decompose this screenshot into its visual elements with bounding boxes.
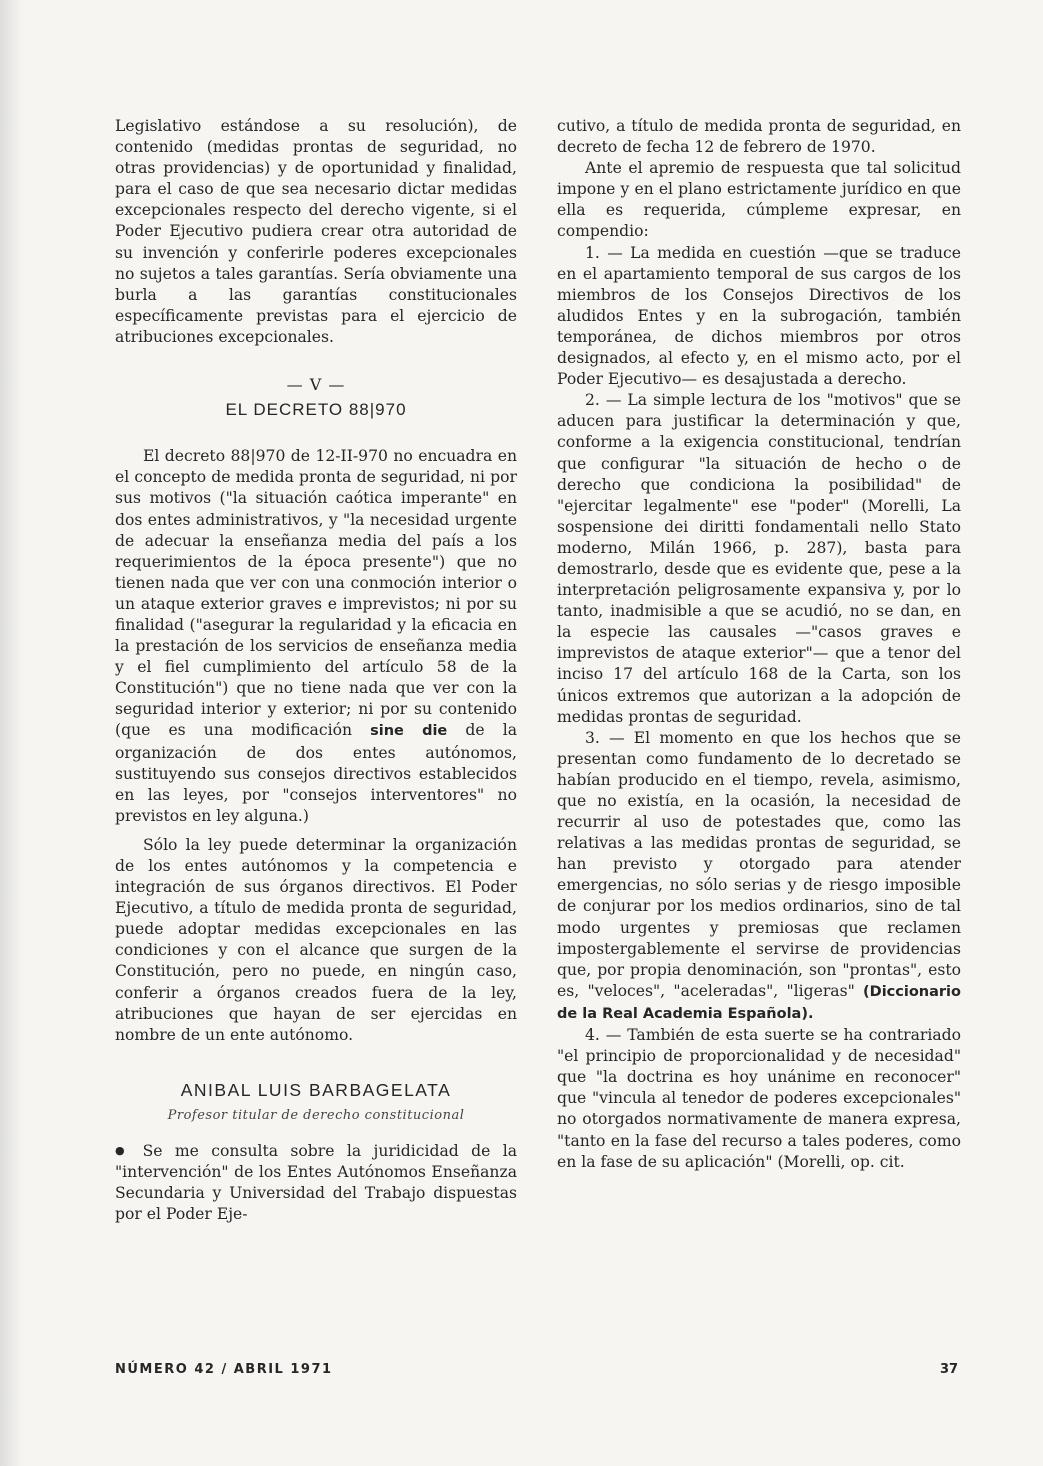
footer-page-number: 37 bbox=[940, 1362, 959, 1377]
left-paragraph-4 bbox=[115, 1140, 517, 1225]
left-column bbox=[115, 116, 517, 1225]
author-name: ANIBAL LUIS BARBAGELATA bbox=[180, 1079, 452, 1100]
page-edge-shadow bbox=[0, 0, 22, 1466]
footer-issue: NÚMERO 42 / ABRIL 1971 bbox=[115, 1362, 333, 1377]
right-paragraph-6: 4. — También de esta suerte se ha contrariado "el principio de proporcionalidad y de necesidad" que "la doctrina es hoy unánime en reconocer" que "vincula al tenedor de poderes excepcionales" no otorgados normativamente de manera expresa, "tanto en la fase del recurso a tales poderes, como en la fase de su aplicación" (Morelli, op. cit. bbox=[557, 1026, 961, 1171]
right-paragraph-5 bbox=[557, 728, 961, 1025]
right-paragraph-4: 2. — La simple lectura de los "motivos" que se aducen para justificar la determinación y que, conforme a la exigencia constitucional, tendrían que configurar "la situación de hecho o de derecho que condiciona la posibilidad" de "ejercitar legalmente" ese "poder" (Morelli, La sospensione dei diritti fondamentali nello Stato moderno, Milán 1966, p. 287), basta para demostrarlo, desde que es evidente que, pese a la interpretación peligrosamente expansiva y, por lo tanto, inadmisible a que se acudió, no se dan, en la especie las causales —"casos graves e imprevistos de ataque exterior"— que a tenor del inciso 17 del artículo 168 de la Carta, son los únicos extremos que autorizan a la adopción de medidas prontas de seguridad. bbox=[557, 391, 961, 726]
right-paragraph-1: cutivo, a título de medida pronta de seguridad, en decreto de fecha 12 de febrero de 1970. bbox=[557, 117, 961, 157]
right-paragraph-2: Ante el apremio de respuesta que tal solicitud impone y en el plano estrictamente jurídico en que ella es requerida, cúmpleme expresar, en compendio: bbox=[557, 159, 961, 241]
left-paragraph-4-text: Se me consulta sobre la juridicidad de la "intervención" de los Entes Autónomos Enseñanza Secundaria y Universidad del Trabajo dispuestas por el Poder Eje- bbox=[115, 1142, 517, 1224]
section-number: — V — bbox=[286, 375, 346, 395]
right-paragraph-3: 1. — La medida en cuestión —que se traduce en el apartamiento temporal de sus cargos de los miembros de los Consejos Directivos de los aludidos Entes y en la subrogación, también temporánea, de dichos miembros por otros designados, al efecto y, en el mismo acto, por el Poder Ejecutivo— es desajustada a derecho. bbox=[557, 243, 961, 389]
right-column bbox=[557, 116, 961, 1173]
author-role: Profesor titular de derecho constitucional bbox=[167, 1107, 465, 1123]
left-paragraph-3: Sólo la ley puede determinar la organización de los entes autónomos y la competencia e integración de sus órganos directivos. El Poder Ejecutivo, a título de medida pronta de seguridad, puede adoptar medidas excepcionales en las condiciones y con el alcance que surgen de la Constitución, pero no puede, en ningún caso, conferir a órganos creados fuera de la ley, atribuciones que hayan de ser ejercidas en nombre de un ente autónomo. bbox=[115, 835, 517, 1044]
left-paragraph-2-part-b: de la organización de dos entes autónomos, sustituyendo sus consejos directivos establecidos en las leyes, por "consejos interventores" no previstos en ley alguna.) bbox=[115, 721, 517, 825]
left-paragraph-2-part-a: El decreto 88|970 de 12-II-970 no encuadra en el concepto de medida pronta de seguridad, ni por sus motivos ("la situación caótica imperante" en dos entes administrativos, y "la necesidad urgente de adecuar la enseñanza media del país a los requerimientos de la época presente") que no tienen nada que ver con una conmoción interior o un ataque exterior graves e imprevistos; ni por su finalidad ("asegurar la regularidad y la eficacia en la prestación de los servicios de enseñanza media y el fiel cumplimiento del artículo 58 de la Constitución") que no tiene nada que ver con la seguridad interior y exterior; ni por su contenido (que es una modificación bbox=[115, 447, 517, 740]
right-paragraph-5-bold: (Diccionario de la Real Academia Española). bbox=[557, 983, 961, 1022]
right-paragraph-5-text: 3. — El momento en que los hechos que se presentan como fundamento de lo decretado se habían producido en el tiempo, revela, asimismo, que no existía, en la ocasión, la necesidad de recurrir al uso de potestades que, como las relativas a las medidas prontas de seguridad, se han previsto y otorgado para atender emergencias, no sólo serias y de riesgo imposible de conjurar por los medios ordinarios, sino de tal modo urgentes y premiosas que reclamen impostergablemente el servirse de providencias que, por propia denominación, son "prontas", esto es, "veloces", "aceleradas", "ligeras" bbox=[557, 728, 961, 1000]
bullet-icon: ● bbox=[115, 1144, 125, 1158]
section-title: EL DECRETO 88|970 bbox=[225, 400, 407, 420]
left-paragraph-1: Legislativo estándose a su resolución), de contenido (medidas prontas de seguridad, no otras providencias) y de oportunidad y finalidad, para el caso de que sea necesario dictar medidas excepcionales respecto del derecho vigente, si el Poder Ejecutivo pudiera crear otra autoridad de su invención y conferirle poderes excepcionales no sujetos a tales garantías. Sería obviamente una burla a las garantías constitucionales específicamente previstas para el ejercicio de atribuciones excepcionales. bbox=[115, 117, 517, 346]
left-paragraph-2-bold: sine die bbox=[370, 723, 448, 740]
left-paragraph-2 bbox=[115, 446, 517, 827]
